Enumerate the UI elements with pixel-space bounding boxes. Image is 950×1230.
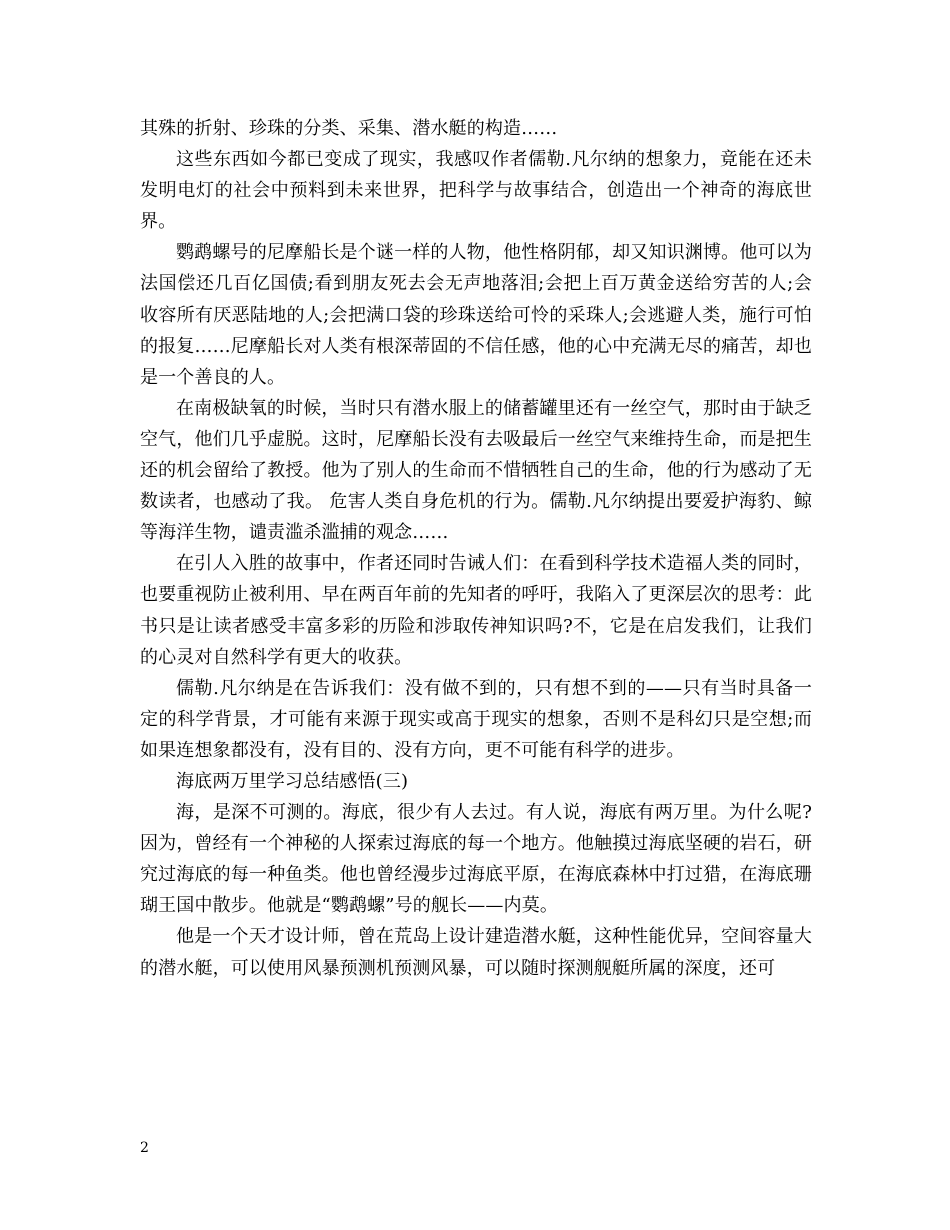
section-heading: 海底两万里学习总结感悟(三) bbox=[176, 770, 409, 792]
paragraph-4: 在南极缺氧的时候，当时只有潜水服上的储蓄罐里还有一丝空气，那时由于缺乏空气，他们几乎虚脱。这时，尼摩船长没有去吸最后一丝空气来维持生命，而是把生还的机会留给了教授。他为了别人的生命而不惜牺牲自己的生命，他的行为感动了无数读者，也感动了我。 危害人类自身危机的行为。儒勒.凡尔纳提出要爱护海豹、鲸等海洋生物，谴责滥杀滥捕的观念…… bbox=[140, 397, 812, 544]
paragraph-8: 他是一个天才设计师，曾在荒岛上设计建造潜水艇，这种性能优异，空间容量大的潜水艇，可以使用风暴预测机预测风暴，可以随时探测舰艇所属的深度，还可 bbox=[140, 926, 812, 979]
paragraph-7: 海，是深不可测的。海底，很少有人去过。有人说，海底有两万里。为什么呢?因为，曾经有一个神秘的人探索过海底的每一个地方。他触摸过海底坚硬的岩石，研究过海底的每一种鱼类。他也曾经漫步过海底平原，在海底森林中打过猎，在海底珊瑚王国中散步。他就是“鹦鹉螺”号的舰长——内莫。 bbox=[140, 802, 812, 917]
paragraph-2: 这些东西如今都已变成了现实，我感叹作者儒勒.凡尔纳的想象力，竟能在还未发明电灯的社会中预料到未来世界，把科学与故事结合，创造出一个神奇的海底世界。 bbox=[140, 149, 812, 233]
paragraph-5: 在引人入胜的故事中，作者还同时告诫人们：在看到科学技术造福人类的同时，也要重视防止被利用、早在两百年前的先知者的呼吁，我陷入了更深层次的思考：此书只是让读者感受丰富多彩的历险和涉取传神知识吗?不，它是在启发我们，让我们的心灵对自然科学有更大的收获。 bbox=[140, 553, 812, 668]
paragraph-1: 其殊的折射、珍珠的分类、采集、潜水艇的构造…… bbox=[140, 118, 558, 139]
paragraph-6: 儒勒.凡尔纳是在告诉我们：没有做不到的，只有想不到的——只有当时具备一定的科学背景，才可能有来源于现实或高于现实的想象，否则不是科幻只是空想;而如果连想象都没有，没有目的、没有方向，更不可能有科学的进步。 bbox=[140, 677, 812, 761]
paragraph-3: 鹦鹉螺号的尼摩船长是个谜一样的人物，他性格阴郁，却又知识渊博。他可以为法国偿还几百亿国债;看到朋友死去会无声地落泪;会把上百万黄金送给穷苦的人;会收容所有厌恶陆地的人;会把满口袋的珍珠送给可怜的采珠人;会逃避人类，施行可怕的报复……尼摩船长对人类有根深蒂固的不信任感，他的心中充满无尽的痛苦，却也是一个善良的人。 bbox=[140, 242, 812, 388]
page-number: 2 bbox=[140, 1140, 149, 1156]
document-body bbox=[140, 113, 812, 984]
